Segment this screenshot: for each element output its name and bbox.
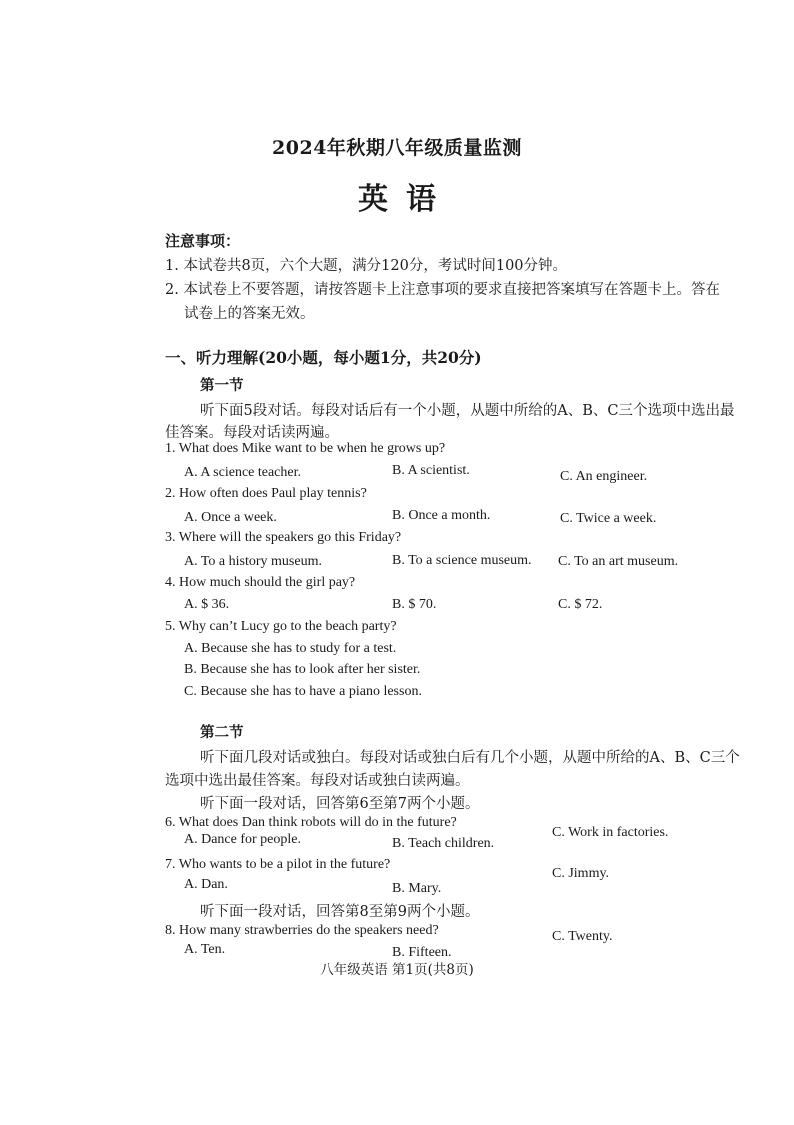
q7-option-c: C. Jimmy. bbox=[552, 866, 610, 881]
question-4: 4. How much should the girl pay? bbox=[165, 575, 356, 590]
note-item-2: 2. 本试卷上不要答题，请按答题卡上注意事项的要求直接把答案填写在答题卡上。答在 bbox=[165, 282, 720, 298]
q7-option-b: B. Mary. bbox=[392, 881, 442, 896]
q7-option-a: A. Dan. bbox=[184, 877, 228, 892]
page-footer: 八年级英语 第1页(共8页) bbox=[320, 962, 474, 978]
q4-option-a: A. $ 36. bbox=[184, 597, 230, 612]
q1-option-c: C. An engineer. bbox=[560, 469, 648, 484]
exam-title: 2024年秋期八年级质量监测 bbox=[272, 137, 522, 159]
q1-option-b: B. A scientist. bbox=[392, 463, 470, 478]
question-8: 8. How many strawberries do the speakers need? bbox=[165, 923, 439, 938]
notes-heading: 注意事项： bbox=[165, 232, 241, 250]
q3-option-a: A. To a history museum. bbox=[184, 554, 322, 569]
q3-option-c: C. To an art museum. bbox=[558, 554, 679, 569]
question-1: 1. What does Mike want to be when he grows up? bbox=[165, 441, 446, 456]
question-5: 5. Why can’t Lucy go to the beach party? bbox=[165, 619, 397, 634]
part1-heading: 第一节 bbox=[200, 377, 244, 394]
note-item-2-cont: 试卷上的答案无效。 bbox=[184, 306, 315, 322]
q2-option-a: A. Once a week. bbox=[184, 510, 277, 525]
question-7: 7. Who wants to be a pilot in the future? bbox=[165, 857, 391, 872]
subject-title: 英语 bbox=[358, 182, 454, 217]
q5-option-c: C. Because she has to have a piano lesson. bbox=[184, 684, 422, 699]
q8-option-c: C. Twenty. bbox=[552, 929, 613, 944]
q5-option-b: B. Because she has to look after her sister. bbox=[184, 662, 421, 677]
q4-option-b: B. $ 70. bbox=[392, 597, 437, 612]
question-6: 6. What does Dan think robots will do in the future? bbox=[165, 815, 457, 830]
q8-option-a: A. Ten. bbox=[184, 942, 226, 957]
q2-option-c: C. Twice a week. bbox=[560, 511, 657, 526]
q1-option-a: A. A science teacher. bbox=[184, 465, 302, 480]
q5-option-a: A. Because she has to study for a test. bbox=[184, 641, 397, 656]
part2-instruction-line2: 选项中选出最佳答案。每段对话或独白读两遍。 bbox=[165, 773, 470, 789]
part1-instruction-line2: 佳答案。每段对话读两遍。 bbox=[165, 425, 339, 441]
question-3: 3. Where will the speakers go this Friday? bbox=[165, 530, 402, 545]
note-item-1: 1. 本试卷共8页，六个大题，满分120分，考试时间100分钟。 bbox=[165, 258, 568, 274]
part1-instruction-line1: 听下面5段对话。每段对话后有一个小题，从题中所给的A、B、C三个选项中选出最 bbox=[200, 403, 735, 419]
q6-option-a: A. Dance for people. bbox=[184, 832, 302, 847]
part2-sub-instruction-2: 听下面一段对话，回答第8至第9两个小题。 bbox=[200, 904, 480, 920]
part2-instruction-line1: 听下面几段对话或独白。每段对话或独白后有几个小题，从题中所给的A、B、C三个 bbox=[200, 750, 740, 766]
question-2: 2. How often does Paul play tennis? bbox=[165, 486, 367, 501]
part2-heading: 第二节 bbox=[200, 724, 244, 741]
q8-option-b: B. Fifteen. bbox=[392, 945, 452, 960]
q6-option-b: B. Teach children. bbox=[392, 836, 495, 851]
q3-option-b: B. To a science museum. bbox=[392, 553, 532, 568]
q2-option-b: B. Once a month. bbox=[392, 508, 491, 523]
section-heading: 一、听力理解(20小题，每小题1分，共20分) bbox=[165, 348, 482, 367]
q6-option-c: C. Work in factories. bbox=[552, 825, 669, 840]
q4-option-c: C. $ 72. bbox=[558, 597, 603, 612]
part2-sub-instruction-1: 听下面一段对话，回答第6至第7两个小题。 bbox=[200, 796, 480, 812]
